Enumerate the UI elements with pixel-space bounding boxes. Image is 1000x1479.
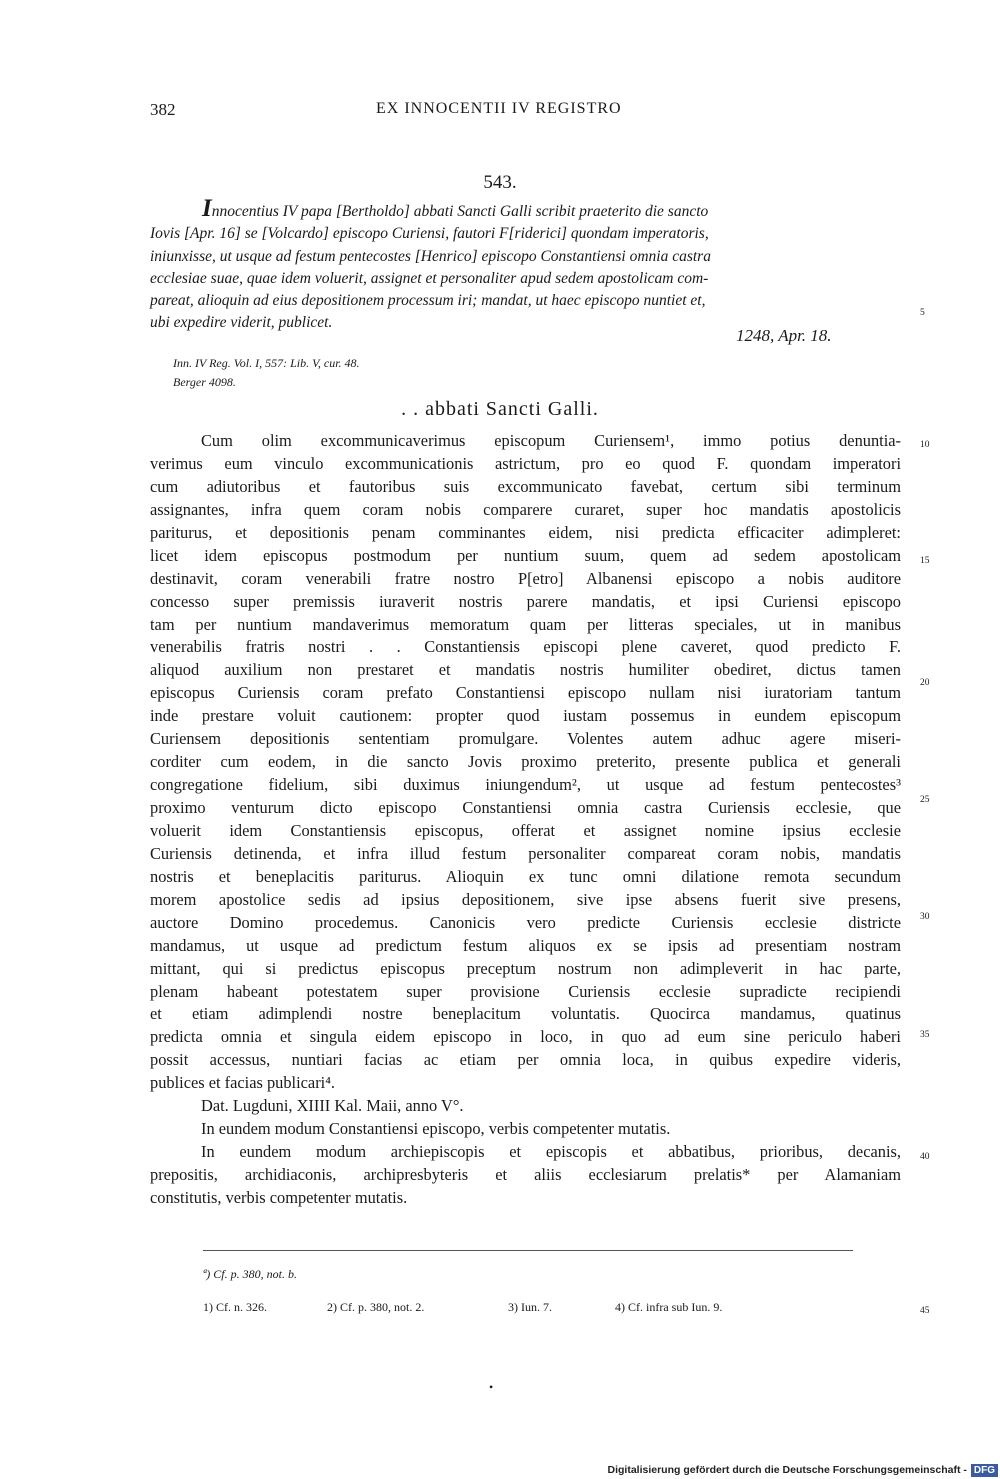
body-line: nostris et beneplacitis pariturus. Alioquin ex tunc omni dilatione remota secundum <box>150 866 901 886</box>
body-line: plenam habeant potestatem super provisione Curiensis ecclesie supradicte recipiendi <box>150 981 901 1001</box>
margin-line-number: 5 <box>920 308 925 318</box>
body-line: auctore Domino procedemus. Canonicis vero predicte Curiensis ecclesie districte <box>150 912 901 932</box>
margin-line-number: 45 <box>920 1306 930 1316</box>
body-line: In eundem modum Constantiensi episcopo, verbis competenter mutatis. <box>201 1119 671 1139</box>
body-line: Curiensis detinenda, et infra illud festum personaliter compareat coram nobis, mandatis <box>150 843 901 863</box>
body-line: mandamus, ut usque ad predictum festum aliquos ex se ipsis ad presentiam nostram <box>150 935 901 955</box>
regest-date: 1248, Apr. 18. <box>736 326 832 345</box>
regest-line: ubi expedire viderit, publicet. <box>150 314 333 332</box>
footnote: 3) Iun. 7. <box>508 1300 552 1314</box>
source-citation: Inn. IV Reg. Vol. I, 557: Lib. V, cur. 48. <box>173 356 360 370</box>
body-line: constitutis, verbis competenter mutatis. <box>150 1187 408 1207</box>
body-line: predicta omnia et singula eidem episcopo in loco, in quo ad eum sine periculo haberi <box>150 1027 901 1047</box>
dating-clause: Dat. Lugduni, XIIII Kal. Maii, anno V°. <box>201 1096 464 1116</box>
regest-line: iniunxisse, ut usque ad festum pentecostes [Henrico] episcopo Constantiensi omnia castra <box>150 247 711 265</box>
body-line: mittant, qui si predictus episcopus preceptum nostrum non adimpleverit in hac parte, <box>150 958 901 978</box>
stray-mark: • <box>489 1380 494 1394</box>
margin-line-number: 35 <box>920 1030 930 1040</box>
margin-line-number: 20 <box>920 678 930 688</box>
body-line: Cum olim excommunicaverimus episcopum Curiensem¹, immo potius denuntia- <box>201 431 901 450</box>
footer-credit: Digitalisierung gefördert durch die Deutsche Forschungsgemeinschaft - <box>607 1464 967 1476</box>
body-line: publices et facias publicari⁴. <box>150 1073 336 1093</box>
body-line: possit accessus, nuntiari facias ac etiam per omnia loca, in quibus expedire videris, <box>150 1050 901 1070</box>
regest-line: Innocentius IV papa [Bertholdo] abbati Sancti Galli scribit praeterito die sancto <box>202 195 709 222</box>
body-line: venerabilis fratris nostri . . Constantiensis episcopi plene caveret, quod predicto F. <box>150 637 901 657</box>
dfg-logo-icon: DFG <box>971 1464 998 1477</box>
body-line: aliquod auxilium non prestaret et mandatis nostris humiliter obediret, dictus tamen <box>150 660 901 680</box>
margin-line-number: 25 <box>920 795 930 805</box>
body-line: cum adiutoribus et fautoribus suis excommunicato favebat, certum sibi terminum <box>150 476 901 496</box>
body-line: proximo venturum dicto episcopo Constantiensi omnia castra Curiensis ecclesie, que <box>150 798 901 817</box>
body-line: concesso super premissis iuraverit nostris parere mandatis, et ipsi Curiensi episcopo <box>150 591 901 611</box>
letter-address: . . abbati Sancti Galli. <box>401 398 599 420</box>
footnote-a: ª) Cf. p. 380, not. b. <box>203 1267 297 1281</box>
body-line: assignantes, infra quem coram nobis comparere curaret, super hoc mandatis apostolicis <box>150 499 901 519</box>
regest-line: Iovis [Apr. 16] se [Volcardo] episcopo Curiensi, fautori F[riderici] quondam imperatoris, <box>150 225 709 243</box>
footnote: 1) Cf. n. 326. <box>203 1300 267 1314</box>
body-line: morem apostolice sedis ad ipsius depositionem, sive ipse absens fuerit sive presens, <box>150 889 901 909</box>
body-line: pariturus, et depositionis penam comminantes eidem, nisi predicta efficaciter adimpleret: <box>150 522 901 542</box>
body-line: episcopus Curiensis coram prefato Constantiensi episcopo nullam nisi iuratoriam tantum <box>150 683 901 703</box>
body-line: inde prestare voluit cautionem: propter quod iustam possemus in eundem episcopum <box>150 706 901 726</box>
running-head: EX INNOCENTII IV REGISTRO <box>376 100 622 117</box>
document-number: 543. <box>483 172 517 193</box>
body-line: destinavit, coram venerabili fratre nostro P[etro] Albanensi episcopo a nobis auditore <box>150 568 901 588</box>
regest <box>150 195 900 335</box>
body-line: et etiam adimplendi nostre beneplacitum voluntatis. Quocirca mandamus, quatinus <box>150 1004 901 1024</box>
source-citation: Berger 4098. <box>173 375 236 389</box>
margin-line-number: 30 <box>920 912 930 922</box>
body-line: Curiensem depositionis sententiam promulgare. Volentes autem adhuc agere miseri- <box>150 729 901 749</box>
body-line: verimus eum vinculo excommunicationis astrictum, pro eo quod F. quondam imperatori <box>150 453 901 473</box>
footnote: 4) Cf. infra sub Iun. 9. <box>615 1300 723 1314</box>
body-line: prepositis, archidiaconis, archipresbyteris et aliis ecclesiarum prelatis* per Alamaniam <box>150 1165 901 1184</box>
letter-body <box>150 430 901 1210</box>
page-number: 382 <box>150 100 176 119</box>
body-line: licet idem episcopus postmodum per nuntium suum, quem ad sedem apostolicam <box>150 545 901 565</box>
footnote-rule <box>203 1250 853 1251</box>
margin-line-number: 15 <box>920 556 930 566</box>
margin-line-number: 40 <box>920 1152 930 1162</box>
regest-line: ecclesiae suae, quae idem voluerit, assignet et personaliter apud sedem apostolicam com- <box>150 269 709 287</box>
body-line: In eundem modum archiepiscopis et episcopis et abbatibus, prioribus, decanis, <box>201 1142 901 1162</box>
footnote: 2) Cf. p. 380, not. 2. <box>327 1300 425 1314</box>
body-line: voluerit idem Constantiensis episcopus, offerat et assignet nomine ipsius ecclesie <box>150 820 901 840</box>
margin-line-number: 10 <box>920 440 930 450</box>
drop-cap: I <box>202 195 212 222</box>
body-line: corditer cum eodem, in die sancto Jovis proximo preterito, presente publica et generali <box>150 752 901 772</box>
footer-bar <box>608 1461 1000 1479</box>
body-line: tam per nuntium mandaverimus memoratum quam per litteras speciales, ut in manibus <box>150 614 901 634</box>
body-line: congregatione fidelium, sibi duximus iniungendum², ut usque ad festum pentecostes³ <box>150 775 901 795</box>
regest-line: pareat, alioquin ad eius depositionem processum iri; mandat, ut haec episcopo nuntiet et, <box>150 292 706 310</box>
